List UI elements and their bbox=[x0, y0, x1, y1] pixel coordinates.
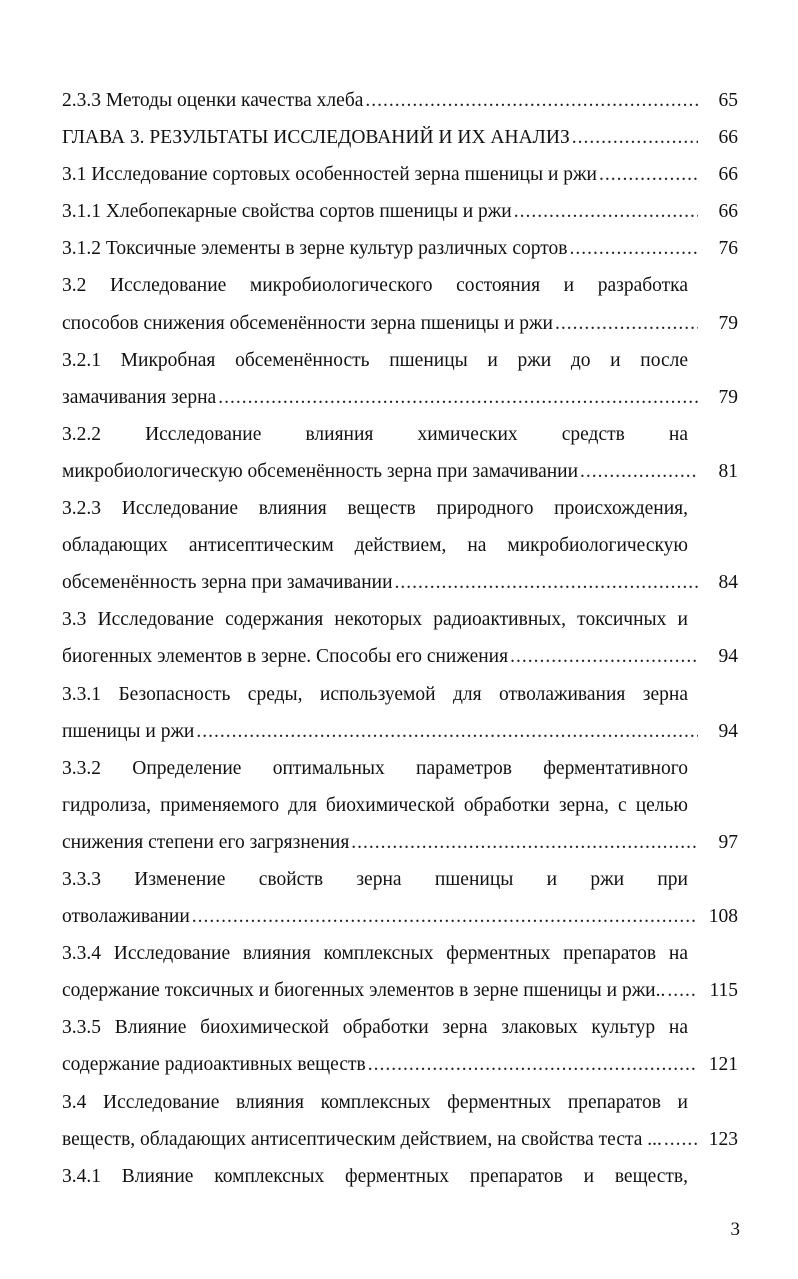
toc-entry-text: микробиологическую обсеменённость зерна при замачивании bbox=[62, 460, 579, 482]
dot-leader bbox=[570, 230, 699, 267]
toc-entry-text: 3.2.1 Микробная обсеменённость пшеницы и ржи до и после bbox=[62, 349, 688, 371]
toc-page-number: 66 bbox=[718, 164, 738, 186]
toc-entry-text: 3.2.3 Исследование влияния веществ природного происхождения, bbox=[62, 498, 688, 520]
toc-entry-text: 3.3.1 Безопасность среды, используемой для отволаживания зерна bbox=[62, 683, 688, 705]
toc-entry bbox=[62, 230, 738, 267]
toc-entry bbox=[62, 750, 738, 861]
toc-entry-text: 2.3.3 Методы оценки качества хлеба bbox=[62, 90, 364, 111]
toc-entry-line bbox=[62, 193, 738, 230]
toc-entry-text: способов снижения обсеменённости зерна пшеницы и ржи bbox=[62, 312, 553, 334]
toc-entry bbox=[62, 416, 738, 490]
toc-page-number: 121 bbox=[708, 1054, 738, 1076]
dot-leader bbox=[664, 1121, 698, 1158]
toc-page-number: 123 bbox=[708, 1128, 738, 1150]
toc-entry bbox=[62, 490, 738, 601]
toc-entry-text: обладающих антисептическим действием, на микробиологическую bbox=[62, 535, 688, 557]
dot-leader bbox=[510, 638, 698, 675]
toc-entry-line bbox=[62, 156, 738, 193]
dot-leader bbox=[555, 305, 698, 342]
toc-entry-line bbox=[62, 119, 738, 156]
toc-page-number: 66 bbox=[718, 201, 738, 223]
toc-entry bbox=[62, 82, 738, 119]
toc-page-number: 79 bbox=[718, 312, 738, 334]
dot-leader bbox=[192, 898, 698, 935]
dot-leader bbox=[395, 564, 698, 601]
toc-entry-line bbox=[62, 379, 738, 416]
toc-entry bbox=[62, 267, 738, 341]
dot-leader bbox=[218, 379, 698, 416]
toc-entry bbox=[62, 601, 738, 675]
toc-entry-text: пшеницы и ржи bbox=[62, 720, 195, 742]
table-of-contents bbox=[62, 82, 738, 1195]
toc-entry bbox=[62, 193, 738, 230]
toc-entry-line bbox=[62, 305, 738, 342]
toc-page-number: 79 bbox=[718, 386, 738, 408]
toc-entry bbox=[62, 342, 738, 416]
toc-entry-text: 3.3.2 Определение оптимальных параметров ферментативного bbox=[62, 757, 688, 779]
toc-entry-line bbox=[62, 230, 738, 267]
toc-entry bbox=[62, 1158, 738, 1195]
toc-entry-text: биогенных элементов в зерне. Способы его снижения bbox=[62, 646, 509, 668]
toc-entry-text: содержание радиоактивных веществ bbox=[62, 1054, 366, 1076]
dot-leader bbox=[368, 1046, 698, 1083]
dot-leader bbox=[365, 82, 698, 119]
toc-entry-line bbox=[62, 638, 738, 675]
toc-page-number: 115 bbox=[709, 980, 738, 1002]
toc-entry-line bbox=[62, 713, 738, 750]
toc-page-number: 81 bbox=[718, 460, 738, 482]
toc-entry-line bbox=[62, 1121, 738, 1158]
toc-page-number: 94 bbox=[718, 646, 738, 668]
toc-entry-line bbox=[62, 82, 738, 119]
toc-entry-text: снижения степени его загрязнения bbox=[62, 831, 350, 853]
toc-entry-text: 3.3.5 Влияние биохимической обработки зерна злаковых культур на bbox=[62, 1017, 688, 1039]
toc-entry-text: 3.1 Исследование сортовых особенностей зерна пшеницы и ржи bbox=[62, 164, 597, 186]
toc-entry bbox=[62, 156, 738, 193]
toc-page-number: 66 bbox=[718, 127, 738, 149]
toc-entry-line bbox=[62, 824, 738, 861]
toc-entry bbox=[62, 119, 738, 156]
toc-entry bbox=[62, 676, 738, 750]
toc-page-number: 65 bbox=[718, 90, 738, 111]
toc-entry bbox=[62, 1084, 738, 1158]
toc-entry-line bbox=[62, 1046, 738, 1083]
toc-entry bbox=[62, 861, 738, 935]
dot-leader bbox=[572, 119, 698, 156]
toc-entry-text: содержание токсичных и биогенных элементов в зерне пшеницы и ржи.. bbox=[62, 980, 666, 1002]
toc-entry-text: гидролиза, применяемого для биохимической обработки зерна, с целью bbox=[62, 794, 688, 816]
toc-page-number: 108 bbox=[708, 906, 738, 928]
toc-entry-text: 3.4.1 Влияние комплексных ферментных препаратов и веществ, bbox=[62, 1165, 688, 1187]
toc-entry-text: 3.3.3 Изменение свойств зерна пшеницы и ржи при bbox=[62, 868, 688, 890]
toc-entry-text: 3.1.2 Токсичные элементы в зерне культур различных сортов bbox=[62, 238, 568, 260]
toc-entry-text: 3.4 Исследование влияния комплексных ферментных препаратов и bbox=[62, 1091, 688, 1113]
toc-entry-line bbox=[62, 453, 738, 490]
dot-leader bbox=[196, 713, 698, 750]
toc-entry-text: ГЛАВА 3. РЕЗУЛЬТАТЫ ИССЛЕДОВАНИЙ И ИХ АНАЛИЗ bbox=[62, 127, 570, 149]
toc-entry-text: замачивания зерна bbox=[62, 386, 217, 408]
toc-page-number: 84 bbox=[718, 572, 738, 594]
toc-entry-line bbox=[62, 564, 738, 601]
toc-entry-line bbox=[62, 898, 738, 935]
toc-entry-text: 3.3 Исследование содержания некоторых радиоактивных, токсичных и bbox=[62, 609, 688, 631]
toc-entry-text: 3.3.4 Исследование влияния комплексных ферментных препаратов на bbox=[62, 943, 688, 965]
toc-entry-text: веществ, обладающих антисептическим действием, на свойства теста ... bbox=[62, 1128, 662, 1150]
dot-leader bbox=[514, 193, 698, 230]
dot-leader bbox=[667, 972, 698, 1009]
toc-page-number: 76 bbox=[718, 238, 738, 260]
toc-entry bbox=[62, 935, 738, 1009]
toc-page-number: 94 bbox=[718, 720, 738, 742]
toc-entry-text: 3.2.2 Исследование влияния химических средств на bbox=[62, 423, 688, 445]
dot-leader bbox=[351, 824, 698, 861]
toc-page-number: 97 bbox=[718, 831, 738, 853]
toc-entry-text: отволаживании bbox=[62, 906, 190, 928]
toc-entry-text: 3.2 Исследование микробиологического состояния и разработка bbox=[62, 275, 688, 297]
toc-entry-text: 3.1.1 Хлебопекарные свойства сортов пшеницы и ржи bbox=[62, 201, 512, 223]
toc-entry-text: обсеменённость зерна при замачивании bbox=[62, 572, 393, 594]
page-number: 3 bbox=[730, 1219, 740, 1240]
toc-entry-line bbox=[62, 972, 738, 1009]
dot-leader bbox=[580, 453, 698, 490]
toc-entry bbox=[62, 1009, 738, 1083]
dot-leader bbox=[599, 156, 698, 193]
